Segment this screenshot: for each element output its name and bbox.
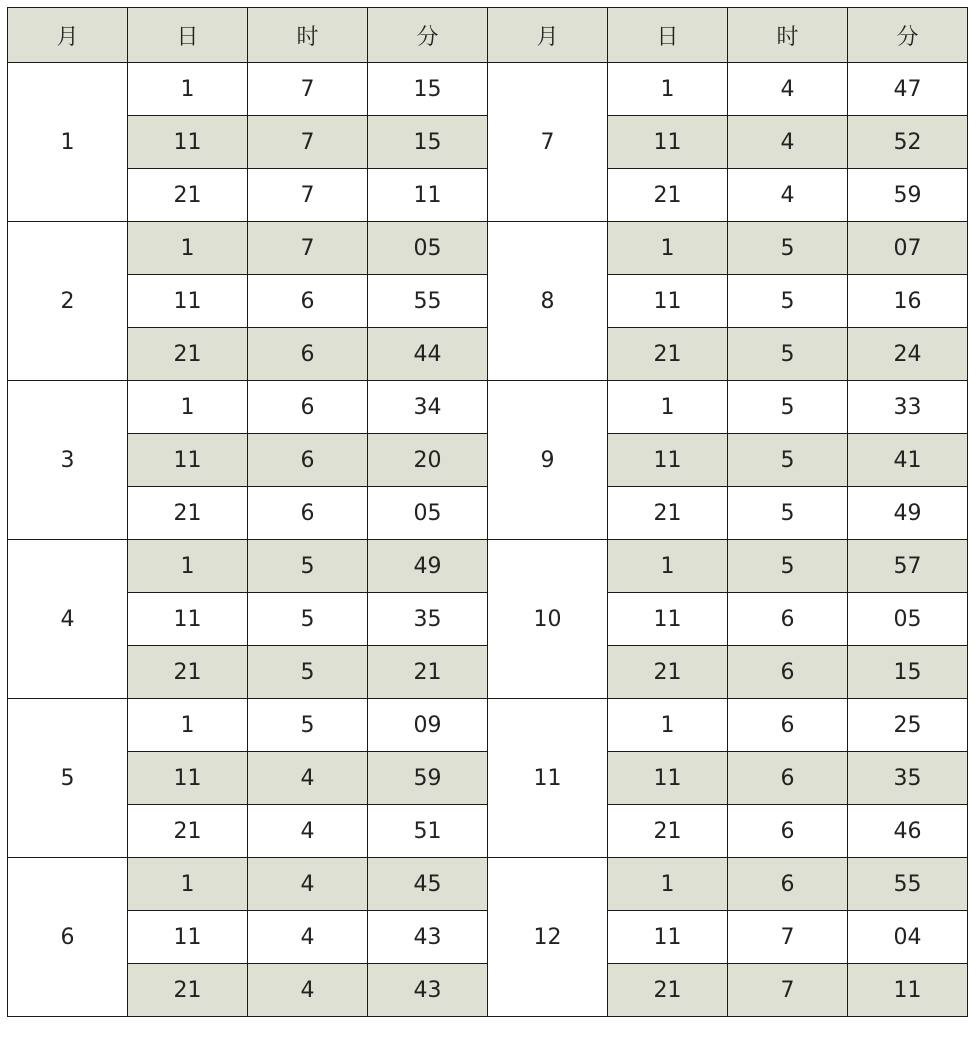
hour-cell: 4 (728, 63, 848, 116)
minute-cell: 05 (848, 593, 968, 646)
day-cell: 21 (128, 964, 248, 1017)
day-cell: 1 (608, 540, 728, 593)
hour-cell: 6 (728, 752, 848, 805)
month-cell: 7 (488, 63, 608, 222)
minute-cell: 49 (848, 487, 968, 540)
hour-cell: 5 (728, 222, 848, 275)
minute-cell: 35 (848, 752, 968, 805)
hour-cell: 6 (248, 275, 368, 328)
month-cell: 8 (488, 222, 608, 381)
month-cell: 11 (488, 699, 608, 858)
month-cell: 9 (488, 381, 608, 540)
day-cell: 11 (608, 116, 728, 169)
table-row (8, 381, 968, 434)
day-cell: 21 (128, 487, 248, 540)
day-cell: 1 (128, 540, 248, 593)
minute-cell: 43 (368, 964, 488, 1017)
minute-cell: 49 (368, 540, 488, 593)
hour-cell: 6 (728, 593, 848, 646)
minute-cell: 05 (368, 222, 488, 275)
sunrise-time-table (7, 7, 968, 1017)
hour-cell: 6 (728, 699, 848, 752)
hour-cell: 4 (248, 805, 368, 858)
hour-cell: 7 (248, 169, 368, 222)
minute-cell: 25 (848, 699, 968, 752)
minute-cell: 59 (848, 169, 968, 222)
minute-cell: 15 (368, 63, 488, 116)
hour-cell: 7 (728, 964, 848, 1017)
minute-cell: 44 (368, 328, 488, 381)
day-cell: 21 (128, 169, 248, 222)
hour-cell: 5 (248, 593, 368, 646)
day-cell: 11 (608, 434, 728, 487)
header-minute: 分 (848, 8, 968, 63)
hour-cell: 5 (248, 540, 368, 593)
hour-cell: 5 (728, 540, 848, 593)
hour-cell: 6 (728, 646, 848, 699)
day-cell: 21 (608, 487, 728, 540)
hour-cell: 4 (248, 911, 368, 964)
minute-cell: 34 (368, 381, 488, 434)
hour-cell: 5 (248, 699, 368, 752)
day-cell: 1 (128, 699, 248, 752)
day-cell: 11 (128, 275, 248, 328)
minute-cell: 55 (368, 275, 488, 328)
header-row (8, 8, 968, 63)
hour-cell: 7 (248, 222, 368, 275)
hour-cell: 6 (248, 328, 368, 381)
day-cell: 11 (128, 116, 248, 169)
minute-cell: 07 (848, 222, 968, 275)
minute-cell: 15 (368, 116, 488, 169)
minute-cell: 55 (848, 858, 968, 911)
day-cell: 11 (128, 752, 248, 805)
header-day: 日 (608, 8, 728, 63)
hour-cell: 6 (248, 487, 368, 540)
day-cell: 1 (128, 381, 248, 434)
day-cell: 11 (128, 593, 248, 646)
day-cell: 1 (608, 222, 728, 275)
hour-cell: 4 (728, 116, 848, 169)
header-hour: 时 (248, 8, 368, 63)
month-cell: 5 (8, 699, 128, 858)
minute-cell: 20 (368, 434, 488, 487)
minute-cell: 51 (368, 805, 488, 858)
minute-cell: 52 (848, 116, 968, 169)
day-cell: 21 (608, 646, 728, 699)
table-row (8, 699, 968, 752)
minute-cell: 47 (848, 63, 968, 116)
day-cell: 21 (608, 169, 728, 222)
header-month: 月 (8, 8, 128, 63)
minute-cell: 43 (368, 911, 488, 964)
month-cell: 1 (8, 63, 128, 222)
minute-cell: 11 (848, 964, 968, 1017)
minute-cell: 57 (848, 540, 968, 593)
header-day: 日 (128, 8, 248, 63)
minute-cell: 09 (368, 699, 488, 752)
day-cell: 21 (608, 805, 728, 858)
minute-cell: 16 (848, 275, 968, 328)
hour-cell: 5 (728, 487, 848, 540)
minute-cell: 04 (848, 911, 968, 964)
table-row (8, 222, 968, 275)
hour-cell: 7 (728, 911, 848, 964)
hour-cell: 5 (728, 434, 848, 487)
hour-cell: 6 (728, 805, 848, 858)
hour-cell: 6 (728, 858, 848, 911)
day-cell: 21 (128, 805, 248, 858)
day-cell: 11 (128, 434, 248, 487)
table-row (8, 858, 968, 911)
hour-cell: 6 (248, 381, 368, 434)
table-row (8, 540, 968, 593)
hour-cell: 7 (248, 116, 368, 169)
day-cell: 21 (128, 646, 248, 699)
minute-cell: 59 (368, 752, 488, 805)
day-cell: 1 (128, 858, 248, 911)
hour-cell: 7 (248, 63, 368, 116)
minute-cell: 21 (368, 646, 488, 699)
minute-cell: 05 (368, 487, 488, 540)
minute-cell: 24 (848, 328, 968, 381)
minute-cell: 15 (848, 646, 968, 699)
day-cell: 21 (128, 328, 248, 381)
day-cell: 1 (128, 222, 248, 275)
day-cell: 21 (608, 964, 728, 1017)
day-cell: 1 (608, 381, 728, 434)
hour-cell: 4 (248, 752, 368, 805)
day-cell: 11 (608, 593, 728, 646)
hour-cell: 5 (728, 381, 848, 434)
day-cell: 1 (128, 63, 248, 116)
day-cell: 11 (608, 752, 728, 805)
day-cell: 1 (608, 858, 728, 911)
minute-cell: 11 (368, 169, 488, 222)
header-month: 月 (488, 8, 608, 63)
day-cell: 1 (608, 63, 728, 116)
header-hour: 时 (728, 8, 848, 63)
month-cell: 4 (8, 540, 128, 699)
hour-cell: 5 (728, 328, 848, 381)
day-cell: 11 (128, 911, 248, 964)
minute-cell: 35 (368, 593, 488, 646)
month-cell: 6 (8, 858, 128, 1017)
minute-cell: 33 (848, 381, 968, 434)
hour-cell: 6 (248, 434, 368, 487)
hour-cell: 4 (728, 169, 848, 222)
hour-cell: 4 (248, 858, 368, 911)
header-minute: 分 (368, 8, 488, 63)
day-cell: 1 (608, 699, 728, 752)
hour-cell: 5 (248, 646, 368, 699)
minute-cell: 46 (848, 805, 968, 858)
month-cell: 12 (488, 858, 608, 1017)
table-row (8, 63, 968, 116)
day-cell: 21 (608, 328, 728, 381)
day-cell: 11 (608, 275, 728, 328)
minute-cell: 45 (368, 858, 488, 911)
month-cell: 10 (488, 540, 608, 699)
table-body (8, 8, 968, 1017)
hour-cell: 5 (728, 275, 848, 328)
month-cell: 3 (8, 381, 128, 540)
hour-cell: 4 (248, 964, 368, 1017)
minute-cell: 41 (848, 434, 968, 487)
month-cell: 2 (8, 222, 128, 381)
day-cell: 11 (608, 911, 728, 964)
